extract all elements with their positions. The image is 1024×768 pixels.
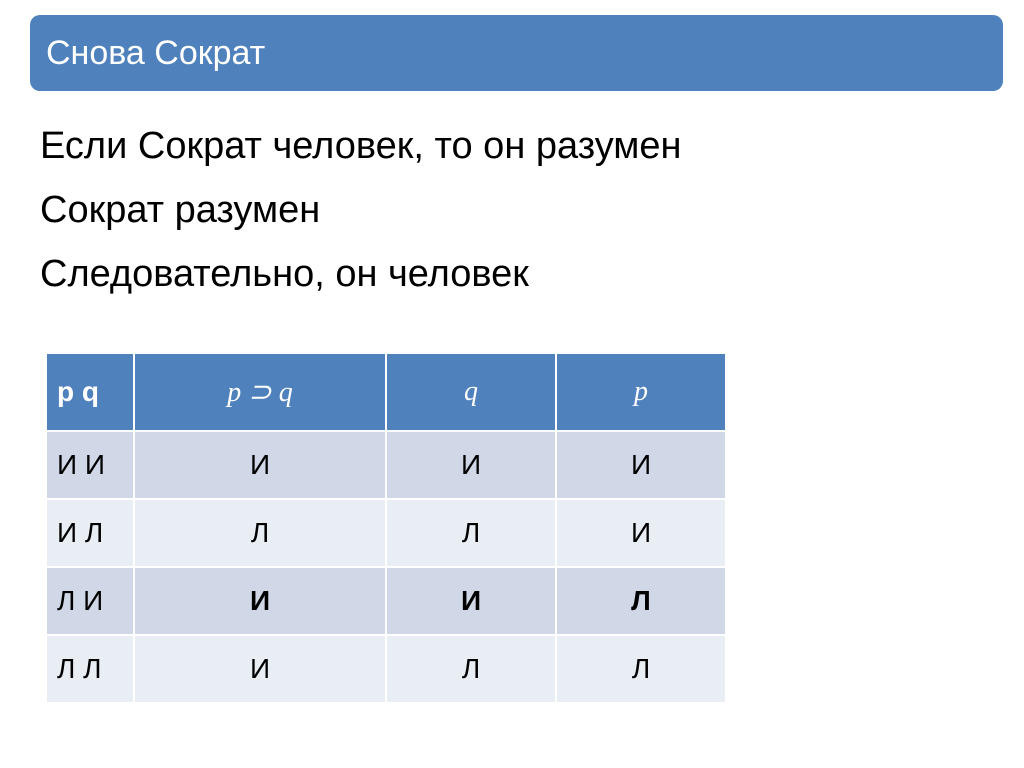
table-cell: И (386, 431, 556, 499)
table-cell: Л (386, 635, 556, 703)
table-header-row (46, 353, 726, 431)
table-row (46, 635, 726, 703)
table-cell-bold: И (134, 567, 386, 635)
statement-premise-1: Если Сократ человек, то он разумен (40, 125, 682, 167)
table-cell: И И (46, 431, 134, 499)
statement-conclusion: Следовательно, он человек (40, 253, 529, 295)
table-cell: И (134, 431, 386, 499)
table-row (46, 499, 726, 567)
table-cell: Л Л (46, 635, 134, 703)
table-cell: Л (386, 499, 556, 567)
table-cell-bold: И (386, 567, 556, 635)
slide-title: Снова Сократ (46, 34, 266, 72)
table-cell: И (134, 635, 386, 703)
statement-premise-2: Сократ разумен (40, 189, 321, 231)
header-implication: p ⊃ q (134, 353, 386, 431)
table-cell: Л И (46, 567, 134, 635)
table-cell: Л (134, 499, 386, 567)
header-p: p (556, 353, 726, 431)
statements-list (40, 118, 682, 310)
header-q: q (386, 353, 556, 431)
header-pq: p q (46, 353, 134, 431)
table-cell: И (556, 499, 726, 567)
table-cell: И Л (46, 499, 134, 567)
title-bar (30, 15, 1003, 91)
table-cell-bold: Л (556, 567, 726, 635)
table-row (46, 431, 726, 499)
truth-table (45, 352, 727, 704)
table-row-highlighted (46, 567, 726, 635)
table-cell: И (556, 431, 726, 499)
table-cell: Л (556, 635, 726, 703)
